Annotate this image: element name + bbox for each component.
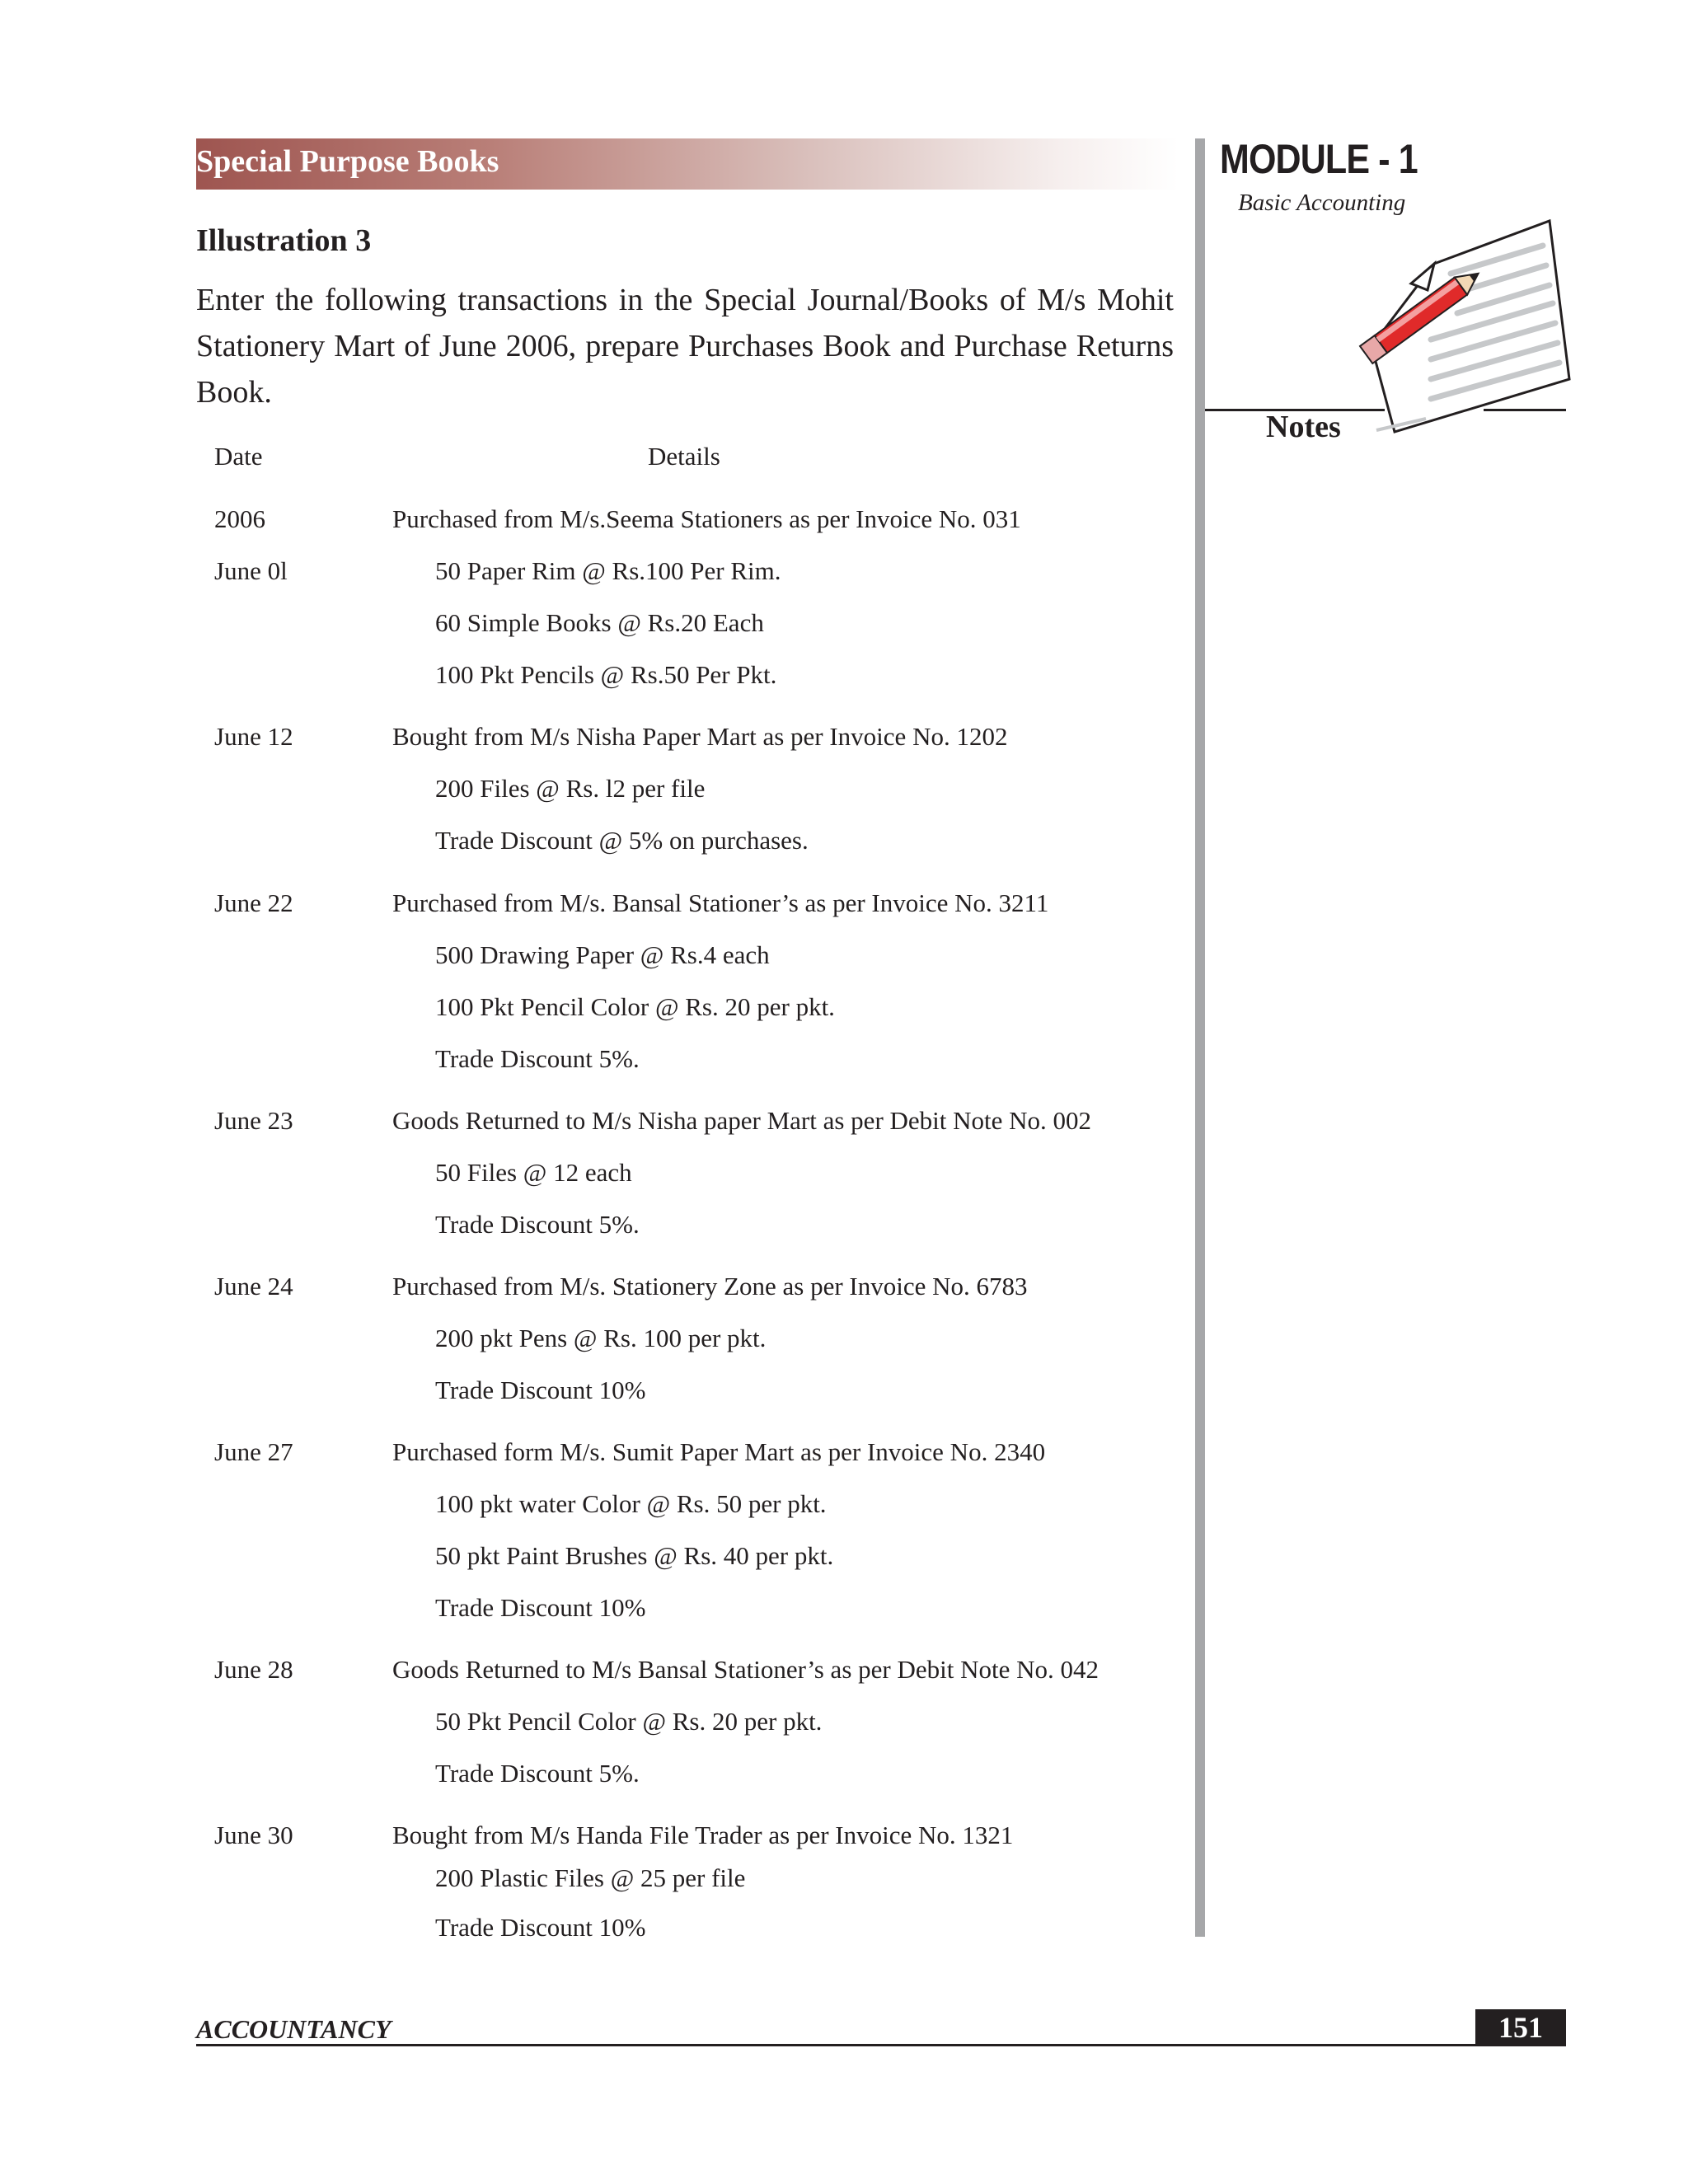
transaction-date: June 30 <box>214 1821 293 1849</box>
transaction-date: June 23 <box>214 1106 293 1135</box>
transaction-date: June 27 <box>214 1437 293 1466</box>
transaction-item: 50 pkt Paint Brushes @ Rs. 40 per pkt. <box>435 1541 834 1570</box>
transaction-item: 50 Files @ 12 each <box>435 1158 632 1187</box>
transaction-description: Bought from M/s Handa File Trader as per Invoice No. 1321 <box>392 1821 1014 1849</box>
illustration-title: Illustration 3 <box>196 223 372 258</box>
transaction-item: Trade Discount 5%. <box>435 1210 640 1239</box>
transaction-item: 200 Plastic Files @ 25 per file <box>435 1863 746 1892</box>
transaction-item: 60 Simple Books @ Rs.20 Each <box>435 608 764 637</box>
details-column-header: Details <box>648 442 720 471</box>
section-title: Special Purpose Books <box>196 144 499 179</box>
date-column-header: Date <box>214 442 263 471</box>
transaction-date: June 12 <box>214 722 293 751</box>
transaction-item: Trade Discount 10% <box>435 1913 646 1942</box>
transaction-description: Goods Returned to M/s Nisha paper Mart as per Debit Note No. 002 <box>392 1106 1092 1135</box>
illustration-intro: Enter the following transactions in the Special Journal/Books of M/s Mohit Stationery Mart of June 2006, prepare Purchases Book and Purchase Returns Book. <box>196 283 1174 410</box>
transaction-item: Trade Discount 5%. <box>435 1759 640 1788</box>
module-title: MODULE - 1 <box>1220 136 1418 182</box>
notes-label: Notes <box>1266 410 1341 444</box>
transaction-item: 100 Pkt Pencil Color @ Rs. 20 per pkt. <box>435 992 835 1021</box>
transaction-description: Purchased from M/s.Seema Stationers as per Invoice No. 031 <box>392 504 1021 533</box>
transaction-date: June 22 <box>214 888 293 917</box>
transaction-item: 500 Drawing Paper @ Rs.4 each <box>435 940 770 969</box>
module-subtitle: Basic Accounting <box>1238 190 1406 216</box>
page-number: 151 <box>1475 2009 1566 2046</box>
transaction-item: 200 pkt Pens @ Rs. 100 per pkt. <box>435 1324 767 1352</box>
year-label: 2006 <box>214 504 265 533</box>
transaction-description: Purchased form M/s. Sumit Paper Mart as per Invoice No. 2340 <box>392 1437 1046 1466</box>
transaction-item: 50 Pkt Pencil Color @ Rs. 20 per pkt. <box>435 1707 823 1736</box>
footer-rule <box>196 2044 1566 2046</box>
transaction-description: Bought from M/s Nisha Paper Mart as per Invoice No. 1202 <box>392 722 1008 751</box>
transaction-item: 200 Files @ Rs. l2 per file <box>435 774 706 803</box>
notes-rule-right <box>1484 409 1566 411</box>
transaction-description: Goods Returned to M/s Bansal Stationer’s as per Debit Note No. 042 <box>392 1655 1099 1684</box>
transaction-date: June 28 <box>214 1655 293 1684</box>
transaction-item: Trade Discount 10% <box>435 1593 646 1622</box>
transaction-description: Purchased from M/s. Bansal Stationer’s as per Invoice No. 3211 <box>392 888 1049 917</box>
section-header-band <box>196 138 1179 190</box>
sidebar-divider <box>1195 138 1205 1937</box>
footer-subject: ACCOUNTANCY <box>196 2014 392 2044</box>
transaction-item: Trade Discount @ 5% on purchases. <box>435 826 809 855</box>
transaction-date: June 24 <box>214 1272 293 1301</box>
transaction-item: 50 Paper Rim @ Rs.100 Per Rim. <box>435 556 781 585</box>
transaction-description: Purchased from M/s. Stationery Zone as per Invoice No. 6783 <box>392 1272 1028 1301</box>
transaction-item: 100 Pkt Pencils @ Rs.50 Per Pkt. <box>435 660 777 689</box>
transaction-item: 100 pkt water Color @ Rs. 50 per pkt. <box>435 1489 827 1518</box>
transaction-item: Trade Discount 5%. <box>435 1044 640 1073</box>
transaction-date: June 0l <box>214 556 288 585</box>
transaction-item: Trade Discount 10% <box>435 1376 646 1404</box>
